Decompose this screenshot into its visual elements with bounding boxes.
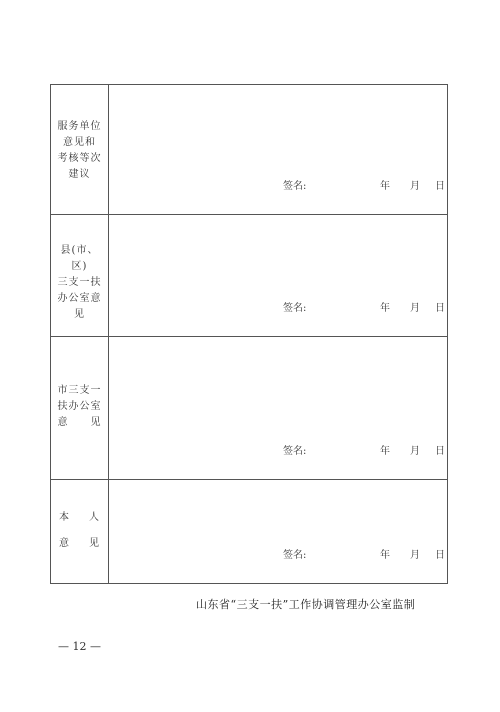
row-label-city-office-opinion: 市三支一 扶办公室 意 见 [57, 385, 102, 428]
date-year-label: 年 [380, 181, 390, 192]
date-month-label: 月 [410, 181, 420, 192]
signature-label: 签名: [283, 550, 307, 561]
date-year-label: 年 [380, 446, 390, 457]
date-day-label: 日 [435, 550, 445, 561]
signature-label: 签名: [283, 303, 307, 314]
date-day-label: 日 [435, 303, 445, 314]
issuer-note: 山东省“三支一扶”工作协调管理办公室监制 [196, 598, 416, 611]
row-label-personal-line2: 意 见 [59, 538, 99, 549]
date-year-label: 年 [380, 303, 390, 314]
row-label-service-unit-opinion: 服务单位 意见和 考核等次 建议 [57, 121, 102, 180]
form-row-personal [51, 480, 447, 583]
page-number: — 12 — [58, 640, 101, 653]
date-month-label: 月 [410, 303, 420, 314]
date-month-label: 月 [410, 550, 420, 561]
row-label-cell [51, 85, 109, 214]
row-label-cell [51, 480, 109, 583]
row-label-cell [51, 337, 109, 479]
row-label-personal-line1: 本 人 [59, 512, 99, 523]
form-row-city-office [51, 337, 447, 480]
date-month-label: 月 [410, 446, 420, 457]
date-year-label: 年 [380, 550, 390, 561]
date-day-label: 日 [435, 181, 445, 192]
signature-label: 签名: [283, 446, 307, 457]
form-row-service-unit [51, 85, 447, 215]
form-row-county-office [51, 215, 447, 337]
evaluation-form-table [50, 84, 448, 584]
row-label-cell [51, 215, 109, 336]
row-label-county-office-opinion: 县(市、区) 三支一扶 办公室意 见 [57, 245, 102, 320]
signature-label: 签名: [283, 181, 307, 192]
date-day-label: 日 [435, 446, 445, 457]
